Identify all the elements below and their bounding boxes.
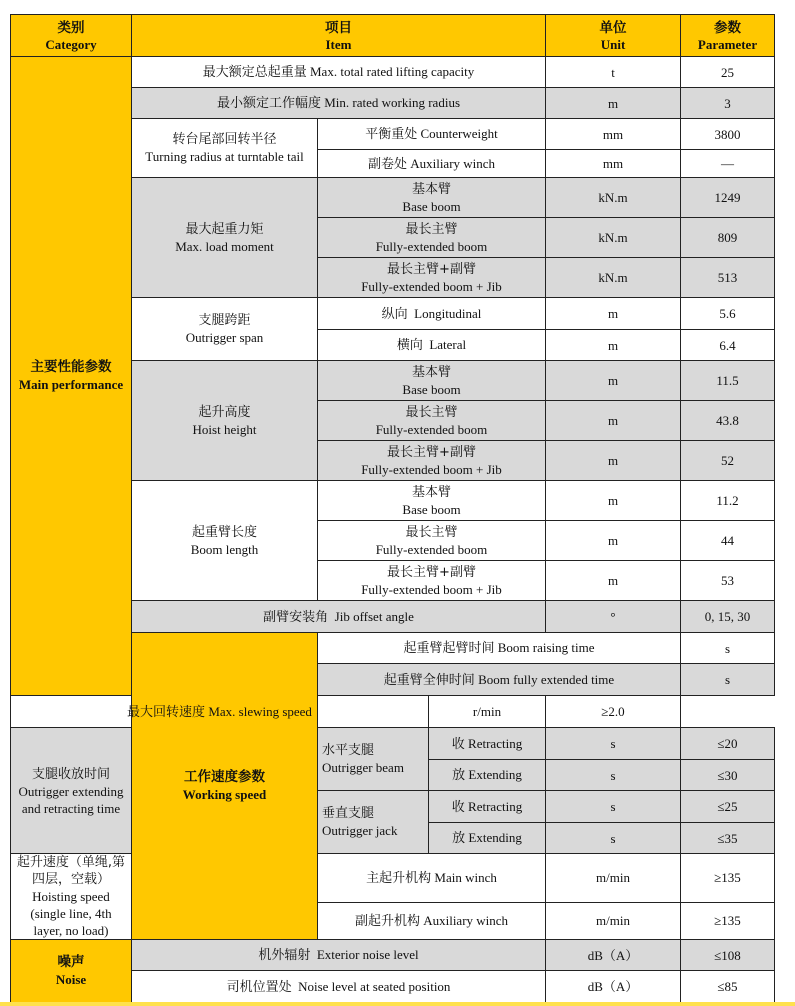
category-main-performance: 主要性能参数 Main performance <box>11 57 132 696</box>
header-item: 项目 Item <box>132 15 546 57</box>
unit-cell: m <box>546 561 681 601</box>
value-cell: 0, 15, 30 <box>681 601 775 633</box>
unit-cell: m <box>546 401 681 441</box>
item-outrigger-span: 支腿跨距 Outrigger span <box>132 298 318 361</box>
header-category: 类别 Category <box>11 15 132 57</box>
item-jib-angle: 副臂安装角 Jib offset angle <box>132 601 546 633</box>
unit-cell: m/min <box>546 902 681 939</box>
unit-cell: s <box>681 633 775 664</box>
item-seat-noise: 司机位置处 Noise level at seated position <box>132 971 546 1003</box>
item-max-capacity: 最大额定总起重量 Max. total rated lifting capacity <box>132 57 546 88</box>
unit-cell: s <box>546 791 681 823</box>
bottom-accent-rule <box>0 1002 795 1006</box>
subitem-boom-jib: 最长主臂+副臂 Fully-extended boom + Jib <box>318 258 546 298</box>
item-hoisting-speed: 起升速度（单绳,第四层，空载） Hoisting speed (single line, 4th layer, no load) <box>11 854 132 940</box>
unit-cell: kN.m <box>546 218 681 258</box>
subitem-outrigger-jack: 垂直支腿 Outrigger jack <box>318 791 429 854</box>
subitem-boom-jib: 最长主臂+副臂 Fully-extended boom + Jib <box>318 561 546 601</box>
value-cell: ≤108 <box>681 940 775 971</box>
header-parameter: 参数 Parameter <box>681 15 775 57</box>
value-cell: 11.5 <box>681 361 775 401</box>
header-unit: 单位 Unit <box>546 15 681 57</box>
subitem-aux-winch: 副起升机构 Auxiliary winch <box>318 902 546 939</box>
table-row <box>11 57 775 88</box>
subitem-main-winch: 主起升机构 Main winch <box>318 854 546 903</box>
item-outrigger-time: 支腿收放时间Outrigger extending and retracting time <box>11 728 132 854</box>
value-cell: 1249 <box>681 178 775 218</box>
subitem-aux-winch: 副卷处 Auxiliary winch <box>318 150 546 178</box>
unit-cell: t <box>546 57 681 88</box>
table-row <box>11 854 775 903</box>
subitem-lateral: 横向 Lateral <box>318 330 546 361</box>
unit-cell: s <box>546 760 681 791</box>
subitem-base-boom: 基本臂 Base boom <box>318 481 546 521</box>
table-row <box>11 728 775 760</box>
unit-cell: m <box>546 521 681 561</box>
value-cell: ≥135 <box>681 902 775 939</box>
value-cell: — <box>681 150 775 178</box>
value-cell: 44 <box>681 521 775 561</box>
unit-cell: m <box>546 361 681 401</box>
subitem-outrigger-beam: 水平支腿 Outrigger beam <box>318 728 429 791</box>
item-boom-extend: 起重臂全伸时间 Boom fully extended time <box>318 664 681 696</box>
subitem-extending: 放 Extending <box>429 760 546 791</box>
item-slewing: 最大回转速度 Max. slewing speed <box>11 696 429 728</box>
category-noise: 噪声 Noise <box>11 940 132 1003</box>
unit-cell: m <box>546 88 681 119</box>
subitem-base-boom: 基本臂 Base boom <box>318 361 546 401</box>
unit-cell: kN.m <box>546 178 681 218</box>
table-header <box>11 15 775 57</box>
value-cell: ≤20 <box>681 728 775 760</box>
category-working-speed: 工作速度参数 Working speed <box>132 633 318 940</box>
unit-cell: m <box>546 298 681 330</box>
subitem-full-boom: 最长主臂 Fully-extended boom <box>318 218 546 258</box>
unit-cell: m <box>546 330 681 361</box>
subitem-counterweight: 平衡重处 Counterweight <box>318 119 546 150</box>
value-cell: ≤30 <box>681 760 775 791</box>
unit-cell: r/min <box>429 696 546 728</box>
value-cell: ≥135 <box>681 854 775 903</box>
unit-cell: m <box>546 441 681 481</box>
value-cell: 52 <box>681 441 775 481</box>
subitem-longitudinal: 纵向 Longitudinal <box>318 298 546 330</box>
unit-cell: s <box>546 728 681 760</box>
value-cell: 11.2 <box>681 481 775 521</box>
item-boom-raise: 起重臂起臂时间 Boom raising time <box>318 633 681 664</box>
subitem-base-boom: 基本臂 Base boom <box>318 178 546 218</box>
table-row <box>11 940 775 971</box>
subitem-retracting: 收 Retracting <box>429 728 546 760</box>
value-cell: 809 <box>681 218 775 258</box>
subitem-full-boom: 最长主臂 Fully-extended boom <box>318 401 546 441</box>
spec-sheet <box>10 14 775 1003</box>
value-cell: 5.6 <box>681 298 775 330</box>
value-cell: 3800 <box>681 119 775 150</box>
subitem-boom-jib: 最长主臂+副臂 Fully-extended boom + Jib <box>318 441 546 481</box>
value-cell: 25 <box>681 57 775 88</box>
unit-cell: m/min <box>546 854 681 903</box>
value-cell: ≤85 <box>681 971 775 1003</box>
value-cell: ≤35 <box>681 823 775 854</box>
item-boom-length: 起重臂长度 Boom length <box>132 481 318 601</box>
subitem-retracting: 收 Retracting <box>429 791 546 823</box>
unit-cell: dB（A） <box>546 971 681 1003</box>
unit-cell: ° <box>546 601 681 633</box>
item-hoist-height: 起升高度 Hoist height <box>132 361 318 481</box>
item-load-moment: 最大起重力矩 Max. load moment <box>132 178 318 298</box>
subitem-full-boom: 最长主臂 Fully-extended boom <box>318 521 546 561</box>
unit-cell: kN.m <box>546 258 681 298</box>
unit-cell: mm <box>546 150 681 178</box>
unit-cell: s <box>546 823 681 854</box>
value-cell: 6.4 <box>681 330 775 361</box>
item-min-radius: 最小额定工作幅度 Min. rated working radius <box>132 88 546 119</box>
subitem-extending: 放 Extending <box>429 823 546 854</box>
unit-cell: mm <box>546 119 681 150</box>
table-row <box>11 696 775 728</box>
unit-cell: dB（A） <box>546 940 681 971</box>
value-cell: 513 <box>681 258 775 298</box>
value-cell: 53 <box>681 561 775 601</box>
item-exterior-noise: 机外辐射 Exterior noise level <box>132 940 546 971</box>
value-cell: 3 <box>681 88 775 119</box>
value-cell: ≤25 <box>681 791 775 823</box>
item-turning-radius: 转台尾部回转半径 Turning radius at turntable tail <box>132 119 318 178</box>
unit-cell: s <box>681 664 775 696</box>
value-cell: ≥2.0 <box>546 696 681 728</box>
specification-table <box>10 14 775 1003</box>
value-cell: 43.8 <box>681 401 775 441</box>
unit-cell: m <box>546 481 681 521</box>
